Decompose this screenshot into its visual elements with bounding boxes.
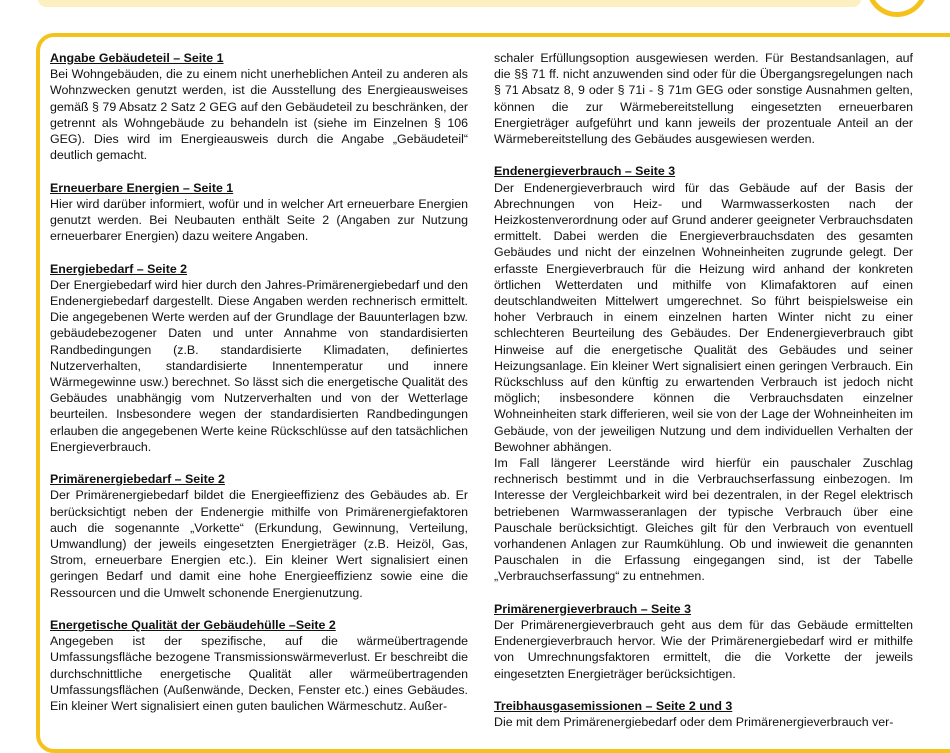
right-column [494, 50, 913, 747]
section-paragraph: Hier wird darüber informiert, wofür und in welcher Art erneuerbare Energien genutzt werden. Bei Neubauten enthält Seite 2 (Angaben zur Nutzung erneuerbarer Energien) dazu weitere Angaben. [50, 196, 468, 244]
section-heading: Erneuerbare Energien – Seite 1 [50, 180, 234, 195]
top-banner-strip [38, 0, 861, 7]
section-paragraph: Der Primärenergiebedarf bildet die Energieeffizienz des Gebäudes ab. Er berücksichtigt neben der Endenergie mithilfe von Primärenergiefaktoren auch die sogenannte „Vorkette“ (Erkundung, Gewinnung, Verteilung, Umwandlung) der jeweils eingesetzten Energieträger (z.B. Heizöl, Gas, Strom, erneuerbare Energien etc.). Ein kleiner Wert signalisiert einen geringen Bedarf und damit eine hohe Energieeffizienz sowie eine die Ressourcen und die Umwelt schonende Energienutzung. [50, 488, 468, 600]
section-paragraph: Die mit dem Primärenergiebedarf oder dem Primärenergieverbrauch ver- [494, 715, 894, 730]
section-paragraph: Angegeben ist der spezifische, auf die wärmeübertragende Umfassungsfläche bezogene Transmissionswärmeverlust. Er beschreibt die durchschnittliche energetische Qualität aller wärmeübertragenden Umfassungsflächen (Außenwände, Decken, Fenster etc.) eines Gebäudes. Ein kleiner Wert signalisiert einen guten baulichen Wärmeschutz. Außer- [50, 634, 468, 714]
corner-badge [866, 0, 928, 17]
section-gebaeudehuelle [50, 617, 468, 714]
section-paragraph: Bei Wohngebäuden, die zu einem nicht unerheblichen Anteil zu anderen als Wohnzwecken genutzt werden, ist die Ausstellung des Energieausweises gemäß § 79 Absatz 2 Satz 2 GEG auf den Gebäudeteil zu beschränken, der getrennt als Wohngebäude zu behandeln ist (siehe im Einzelnen § 106 GEG). Dies wird im Energieausweis durch die Angabe „Gebäudeteil“ deutlich gemacht. [50, 67, 468, 163]
section-heading: Energetische Qualität der Gebäudehülle –Seite 2 [50, 618, 336, 633]
section-endenergieverbrauch [494, 163, 913, 584]
section-primaerenergiebedarf [50, 471, 468, 601]
section-heading: Endenergieverbrauch – Seite 3 [494, 164, 676, 179]
section-paragraph: Der Energiebedarf wird hier durch den Jahres-Primärenergiebedarf und den Endenergiebedarf dargestellt. Diese Angaben werden rechnerisch ermittelt. Die angegebenen Werte werden auf der Grundlage der Bauunterlagen bzw. gebäudebezogener Daten und unter Annahme von standardisierten Randbedingungen (z.B. standardisierte Klimadaten, definiertes Nutzerverhalten, standardisierte Innentemperatur und innere Wärmegewinne usw.) berechnet. So lässt sich die energetische Qualität des Gebäudes unabhängig vom Nutzerverhalten und von der Wetterlage beurteilen. Insbesondere wegen der standardisierten Randbedingungen erlauben die angegebenen Werte keine Rückschlüsse auf den tatsächlichen Energieverbrauch. [50, 277, 468, 454]
section-paragraph: Im Fall längerer Leerstände wird hierfür ein pauschaler Zuschlag rechnerisch bestimmt und in die Verbrauchserfassung einbezogen. Im Interesse der Vergleichbarkeit wird bei dezentralen, in der Regel elektrisch betriebenen Warmwasseranlagen der typische Verbrauch über eine Pauschale berücksichtigt. Gleiches gilt für den Verbrauch von eventuell vorhandenen Anlagen zur Raumkühlung. Ob und inwieweit die genannten Pauschalen in die Erfassung eingegangen sind, ist der Tabelle „Verbrauchserfassung“ zu entnehmen. [494, 456, 913, 584]
section-paragraph: Der Primärenergieverbrauch geht aus dem für das Gebäude ermittelten Endenergieverbrauch hervor. Wie der Primärenergiebedarf wird er mithilfe von Umrechnungsfaktoren ermittelt, die die Vorkette der jeweils eingesetzten Energieträger berücksichtigen. [494, 618, 913, 681]
section-heading: Energiebedarf – Seite 2 [50, 261, 188, 276]
section-heading: Primärenergieverbrauch – Seite 3 [494, 601, 691, 616]
section-erneuerbare-energien [50, 180, 468, 245]
section-energiebedarf [50, 261, 468, 455]
section-paragraph: Der Endenergieverbrauch wird für das Gebäude auf der Basis der Abrechnungen von Heiz- und Warmwasserkosten nach der Heizkostenverordnung oder auf Grund anderer geeigneter Verbrauchsdaten ermittelt. Dabei werden die Energieverbrauchsdaten des gesamten Gebäudes und nicht der einzelnen Wohneinheiten zugrunde gelegt. Der erfasste Energieverbrauch für die Heizung wird anhand der konkreten örtlichen Wetterdaten und mithilfe von Klimafaktoren auf einen deutschlandweiten Mittelwert umgerechnet. So führt beispielsweise ein hoher Verbrauch in einem einzelnen harten Winter nicht zu einer schlechteren Beurteilung des Gebäudes. Der Endenergieverbrauch gibt Hinweise auf die energetische Qualität des Gebäudes und seiner Heizungsanlage. Ein kleiner Wert signalisiert einen geringen Verbrauch. Ein Rückschluss auf den künftig zu erwartenden Verbrauch ist jedoch nicht möglich; insbesondere können die Verbrauchsdaten einzelner Wohneinheiten stark differieren, weil sie von der Lage der Wohneinheiten im Gebäude, von der jeweiligen Nutzung und dem individuellen Verhalten der Bewohner abhängen. [494, 180, 913, 454]
section-treibhausgasemissionen [494, 698, 913, 730]
left-column [50, 50, 468, 730]
section-heading: Treibhausgasemissionen – Seite 2 und 3 [494, 699, 733, 714]
section-heading: Primärenergiebedarf – Seite 2 [50, 472, 225, 487]
section-angabe-gebaeudeteil [50, 50, 468, 163]
continued-paragraph: schaler Erfüllungsoption ausgewiesen werden. Für Bestandsanlagen, auf die §§ 71 ff. nicht anzuwenden sind oder für die Übergangsregelungen nach § 71 Absatz 8, 9 oder § 71i - § 71m GEG oder sonstige Ausnahmen gelten, können die zur Wärmebereitstellung eingesetzten erneuerbaren Energieträger aufgeführt und kann jeweils der prozentuale Anteil an der Wärmebereitstellung des Gebäudes ausgewiesen werden. [494, 51, 913, 147]
section-primaerenergieverbrauch [494, 601, 913, 682]
section-heading: Angabe Gebäudeteil – Seite 1 [50, 51, 224, 65]
